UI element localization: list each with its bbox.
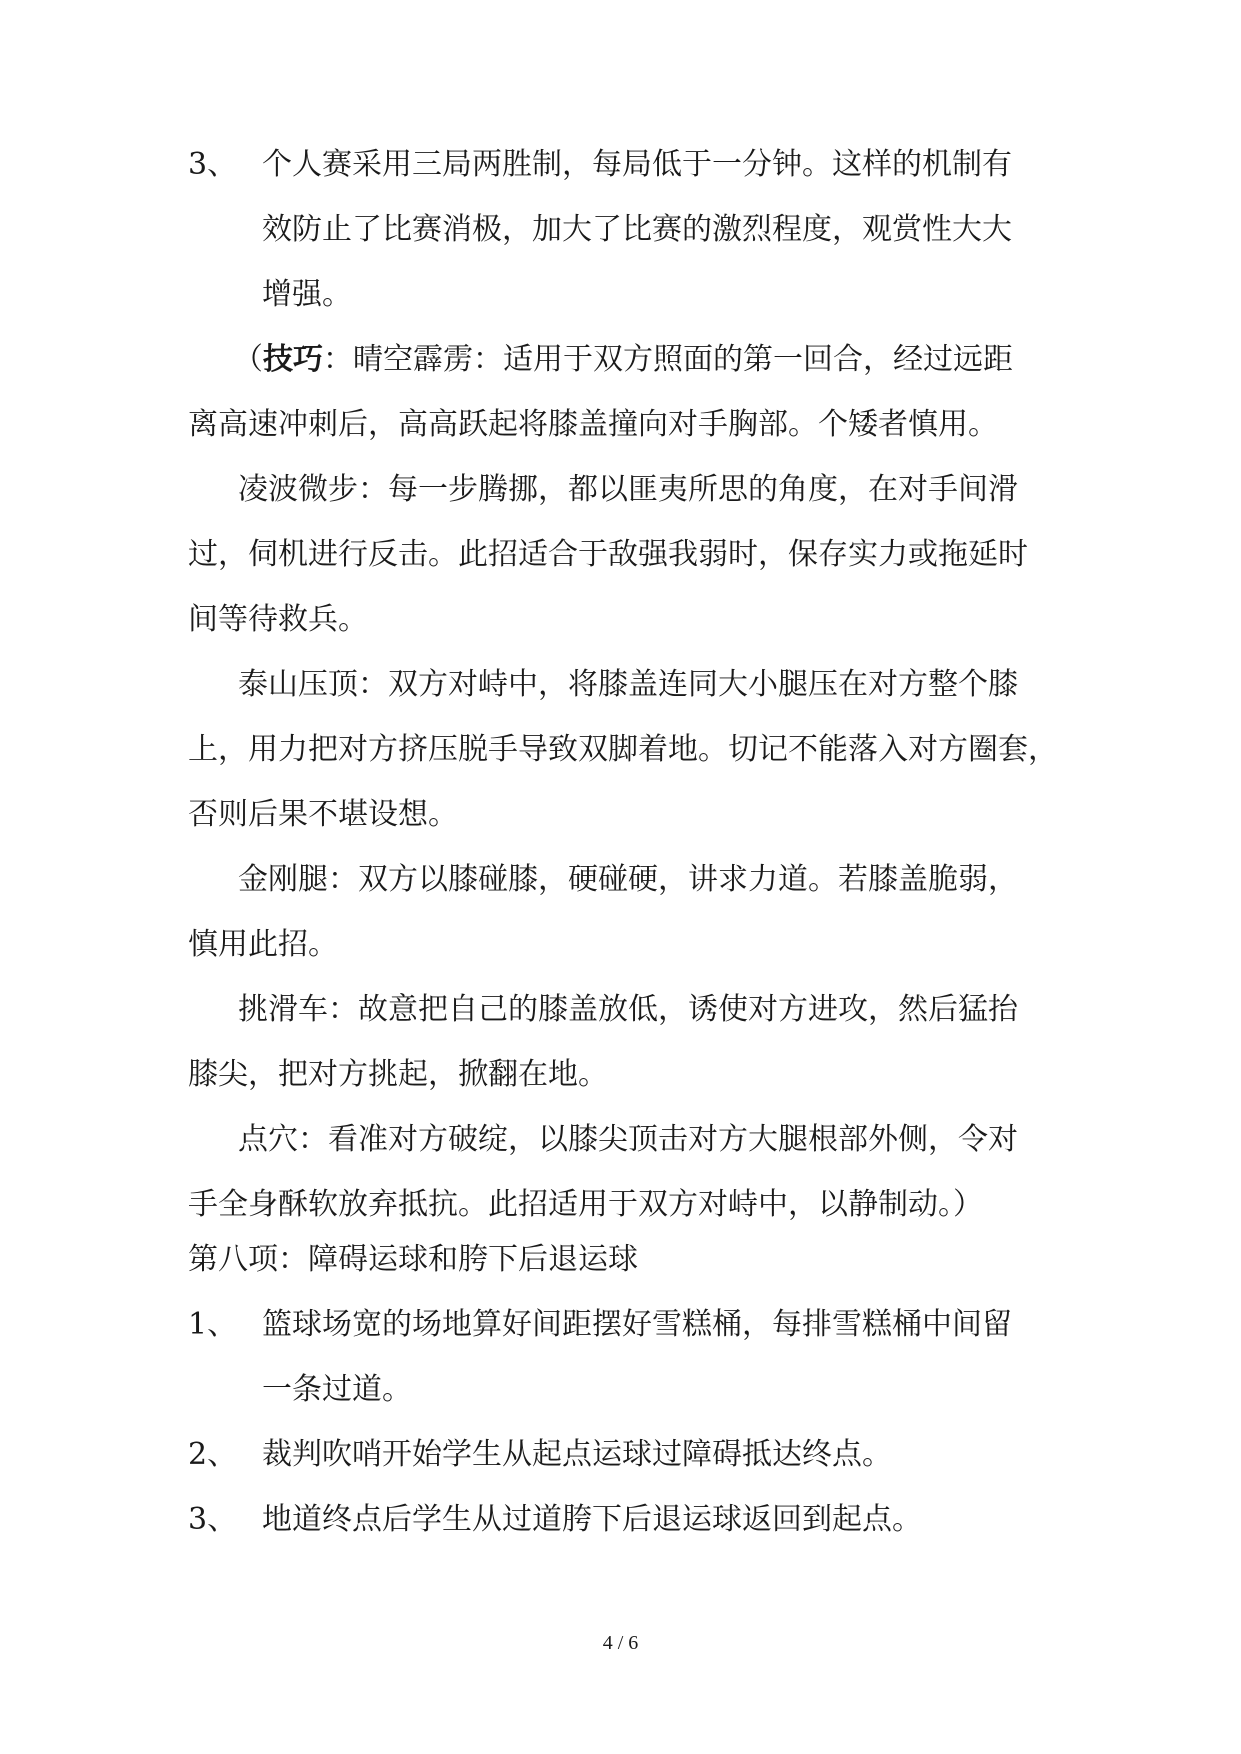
list-number: 3、 <box>188 1502 238 1537</box>
list-number: 1、 <box>188 1307 238 1342</box>
paragraph-line: 凌波微步：每一步腾挪，都以匪夷所思的角度，在对手间滑 <box>238 472 1018 507</box>
paragraph-line: 手全身酥软放弃抵抗。此招适用于双方对峙中，以静制动。） <box>188 1187 983 1222</box>
tips-intro-text: ：晴空霹雳：适用于双方照面的第一回合，经过远距 <box>323 342 1013 377</box>
paragraph-line: 否则后果不堪设想。 <box>188 797 458 832</box>
paragraph-line: 裁判吹哨开始学生从起点运球过障碍抵达终点。 <box>262 1437 892 1472</box>
paragraph-line: 增强。 <box>262 277 352 312</box>
tips-label: 技巧 <box>263 342 323 377</box>
paragraph-line: 上，用力把对方挤压脱手导致双脚着地。切记不能落入对方圈套， <box>188 732 1058 767</box>
paragraph-line: 挑滑车：故意把自己的膝盖放低，诱使对方进攻，然后猛抬 <box>238 992 1018 1027</box>
paragraph-line: 间等待救兵。 <box>188 602 368 637</box>
paragraph-line: 泰山压顶：双方对峙中，将膝盖连同大小腿压在对方整个膝 <box>238 667 1018 702</box>
paragraph-line: 离高速冲刺后，高高跃起将膝盖撞向对手胸部。个矮者慎用。 <box>188 407 998 442</box>
paragraph-line: 一条过道。 <box>262 1372 412 1407</box>
paragraph-line: 金刚腿：双方以膝碰膝，硬碰硬，讲求力道。若膝盖脆弱， <box>238 862 1018 897</box>
list-number: 3、 <box>188 147 238 182</box>
tips-intro-line <box>233 340 1013 380</box>
tips-open-paren: （ <box>233 342 263 377</box>
paragraph-line: 效防止了比赛消极，加大了比赛的激烈程度，观赏性大大 <box>262 212 1012 247</box>
paragraph-line: 慎用此招。 <box>188 927 338 962</box>
paragraph-line: 膝尖，把对方挑起，掀翻在地。 <box>188 1057 608 1092</box>
paragraph-line: 点穴：看准对方破绽，以膝尖顶击对方大腿根部外侧，令对 <box>238 1122 1018 1157</box>
paragraph-line: 篮球场宽的场地算好间距摆好雪糕桶，每排雪糕桶中间留 <box>262 1307 1012 1342</box>
list-number: 2、 <box>188 1437 238 1472</box>
paragraph-line: 过，伺机进行反击。此招适合于敌强我弱时，保存实力或拖延时 <box>188 537 1028 572</box>
page-number: 4 / 6 <box>602 1632 639 1654</box>
section-heading: 第八项：障碍运球和胯下后退运球 <box>188 1242 638 1277</box>
paragraph-line: 个人赛采用三局两胜制，每局低于一分钟。这样的机制有 <box>262 147 1012 182</box>
paragraph-line: 地道终点后学生从过道胯下后退运球返回到起点。 <box>262 1502 922 1537</box>
